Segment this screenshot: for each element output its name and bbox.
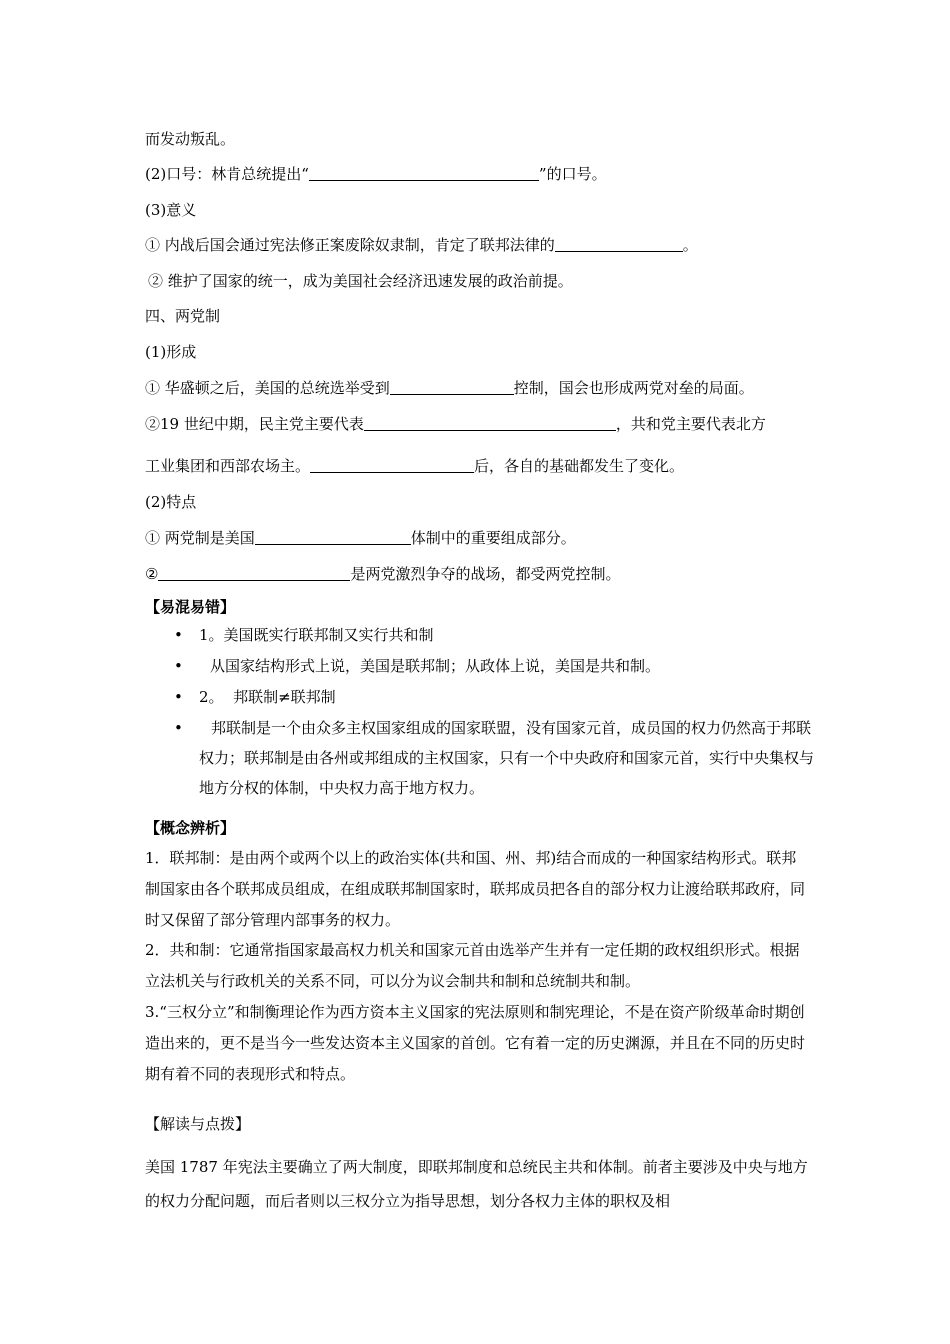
paragraph: 1．联邦制：是由两个或两个以上的政治实体(共和国、州、邦)结合而成的一种国家结构形式。联邦制国家由各个联邦成员组成，在组成联邦制国家时，联邦成员把各自的部分权力让渡给联邦政府，同时又保留了部分管理内部事务的权力。 bbox=[145, 849, 806, 929]
feature-line-2 bbox=[145, 564, 620, 584]
formation-line-2 bbox=[145, 414, 766, 434]
text-segment: ① 华盛顿之后，美国的总统选举受到 bbox=[145, 379, 390, 397]
list-item: 1。美国既实行联邦制又实行共和制 bbox=[199, 626, 434, 644]
fill-blank[interactable] bbox=[310, 456, 474, 473]
text-segment: 体制中的重要组成部分。 bbox=[410, 529, 576, 547]
bullet-icon: • bbox=[174, 657, 183, 675]
bullet-icon: • bbox=[174, 626, 183, 644]
slogan-line bbox=[145, 164, 607, 184]
paragraph: 2．共和制：它通常指国家最高权力机关和国家元首由选举产生并有一定任期的政权组织形式。根据立法机关与行政机关的关系不同，可以分为议会制共和制和总统制共和制。 bbox=[145, 941, 800, 990]
subheading: (1)形成 bbox=[145, 343, 197, 361]
text-segment: ，共和党主要代表北方 bbox=[615, 415, 766, 433]
significance-line-2: ② 维护了国家的统一，成为美国社会经济迅速发展的政治前提。 bbox=[148, 272, 573, 290]
section-heading: 四、两党制 bbox=[145, 307, 221, 325]
text-segment: 工业集团和西部农场主。 bbox=[145, 457, 311, 475]
confusion-heading: 【易混易错】 bbox=[145, 598, 236, 616]
concepts-heading: 【概念辨析】 bbox=[145, 819, 236, 837]
text-line: 而发动叛乱。 bbox=[145, 130, 236, 148]
fill-blank[interactable] bbox=[364, 414, 616, 431]
feature-line-1 bbox=[145, 528, 576, 548]
significance-line-1 bbox=[145, 235, 698, 255]
text-segment: 是两党激烈争夺的战场，都受两党控制。 bbox=[350, 565, 621, 583]
text-segment: ① 两党制是美国 bbox=[145, 529, 255, 547]
list-item: 从国家结构形式上说，美国是联邦制；从政体上说，美国是共和制。 bbox=[210, 657, 661, 675]
text-segment: ② bbox=[145, 565, 159, 583]
text-segment: ① 内战后国会通过宪法修正案废除奴隶制，肯定了联邦法律的 bbox=[145, 236, 555, 254]
formation-line-3 bbox=[145, 456, 684, 476]
text-segment: 。 bbox=[682, 236, 698, 254]
text-segment: ②19 世纪中期，民主党主要代表 bbox=[145, 415, 364, 433]
paragraph: 美国 1787 年宪法主要确立了两大制度，即联邦制度和总统民主共和体制。前者主要涉及中央与地方的权力分配问题，而后者则以三权分立为指导思想，划分各权力主体的职权及相 bbox=[145, 1158, 808, 1210]
text-segment: (2)口号：林肯总统提出“ bbox=[145, 165, 309, 183]
list-item: 2。 邦联制≠联邦制 bbox=[199, 688, 336, 706]
fill-blank[interactable] bbox=[390, 378, 514, 395]
list-item: 邦联制是一个由众多主权国家组成的国家联盟，没有国家元首，成员国的权力仍然高于邦联权力；联邦制是由各州或邦组成的主权国家，只有一个中央政府和国家元首，实行中央集权与地方分权的体制，中央权力高于地方权力。 bbox=[199, 719, 815, 797]
formation-line-1 bbox=[145, 378, 754, 398]
bullet-icon: • bbox=[174, 719, 183, 737]
paragraph: 3.“三权分立”和制衡理论作为西方资本主义国家的宪法原则和制宪理论，不是在资产阶级革命时期创造出来的，更不是当今一些发达资本主义国家的首创。它有着一定的历史渊源，并且在不同的历史时期有着不同的表现形式和特点。 bbox=[145, 1003, 806, 1083]
subheading: (2)特点 bbox=[145, 493, 197, 511]
fill-blank[interactable] bbox=[555, 235, 683, 252]
text-segment: 控制，国会也形成两党对垒的局面。 bbox=[513, 379, 754, 397]
fill-blank[interactable] bbox=[309, 164, 539, 181]
text-segment: ”的口号。 bbox=[538, 165, 607, 183]
text-segment: 后，各自的基础都发生了变化。 bbox=[474, 457, 685, 475]
reading-heading: 【解读与点拨】 bbox=[145, 1115, 251, 1133]
fill-blank[interactable] bbox=[158, 564, 350, 581]
bullet-icon: • bbox=[174, 688, 183, 706]
fill-blank[interactable] bbox=[255, 528, 411, 545]
subheading: (3)意义 bbox=[145, 201, 197, 219]
